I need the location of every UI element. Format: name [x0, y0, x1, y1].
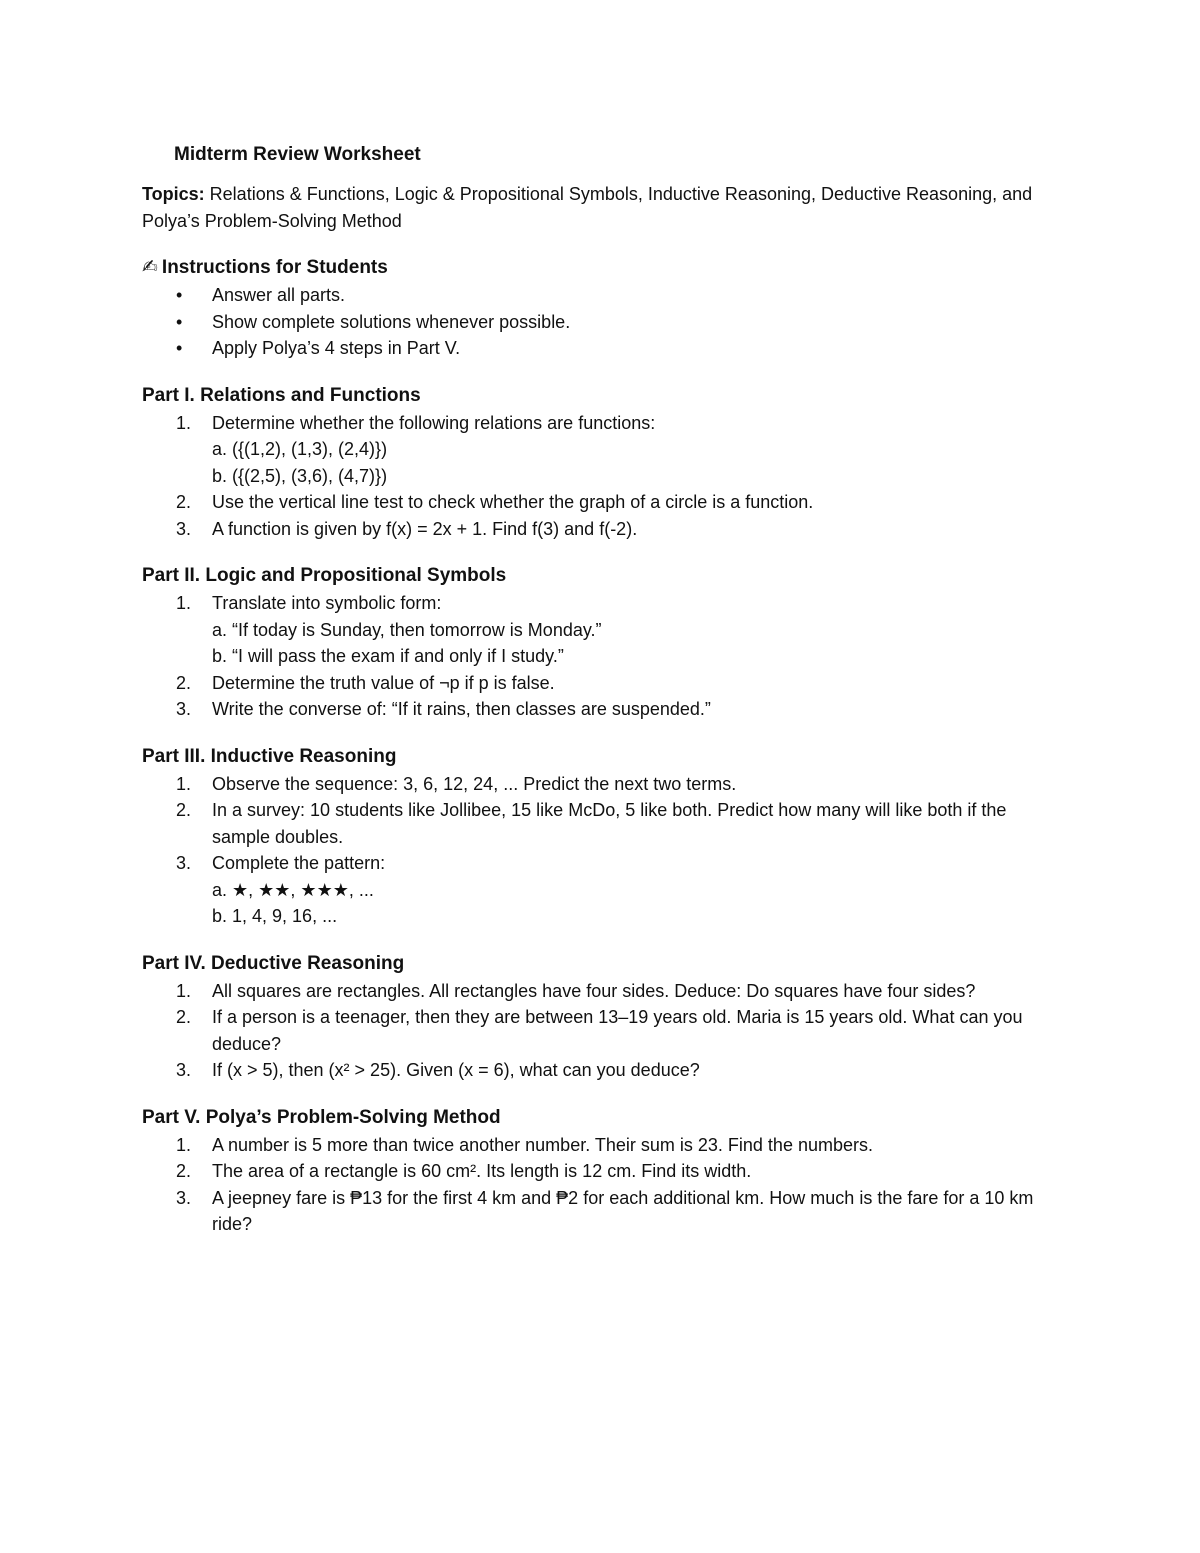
part-3-heading: Part III. Inductive Reasoning: [142, 745, 397, 767]
question-number: 2.: [176, 492, 192, 512]
question-number: 1.: [176, 773, 192, 794]
sub-question: b. “I will pass the exam if and only if I study.”: [212, 646, 564, 666]
question-text: If (x > 5), then (x² > 25). Given (x = 6), what can you deduce?: [212, 1060, 700, 1080]
question-text: A function is given by f(x) = 2x + 1. Find f(3) and f(-2).: [212, 518, 638, 539]
question-item: [142, 1004, 1062, 1057]
question-text: Use the vertical line test to check whether the graph of a circle is a function.: [212, 492, 814, 512]
question-text: In a survey: 10 students like Jollibee, 15 like McDo, 5 like both. Predict how many will like both if the sample doubles.: [212, 800, 1007, 847]
question-text: All squares are rectangles. All rectangles have four sides. Deduce: Do squares have four sides?: [212, 980, 976, 1001]
question-text: If a person is a teenager, then they are between 13–19 years old. Maria is 15 years old. What can you deduce?: [212, 1007, 1023, 1054]
question-item: [142, 489, 1062, 516]
question-item: [142, 797, 1062, 850]
document-body: [142, 141, 1062, 1238]
question-item: [142, 1132, 1062, 1159]
sub-question: a. ({(1,2), (1,3), (2,4)}): [212, 439, 388, 459]
sub-question: b. 1, 4, 9, 16, ...: [212, 906, 338, 926]
part-5-heading: Part V. Polya’s Problem-Solving Method: [142, 1106, 501, 1128]
question-number: 3.: [176, 1187, 192, 1208]
instruction-item: • Answer all parts.: [142, 282, 1062, 309]
instruction-item: • Show complete solutions whenever possible.: [142, 309, 1062, 336]
part-1-heading: Part I. Relations and Functions: [142, 384, 421, 406]
question-number: 2.: [176, 672, 192, 693]
page-title: Midterm Review Worksheet: [174, 144, 421, 165]
question-text: Observe the sequence: 3, 6, 12, 24, ... Predict the next two terms.: [212, 773, 737, 794]
question-item: [142, 1057, 1062, 1084]
question-item: [142, 771, 1062, 798]
question-item: [142, 850, 1062, 930]
writing-hand-icon: ✍: [142, 257, 158, 278]
part-3-list: [142, 771, 1062, 930]
question-item: [142, 1185, 1062, 1238]
question-number: 1.: [176, 1134, 192, 1155]
question-text: Complete the pattern:: [212, 853, 386, 873]
bullet-icon: •: [176, 311, 183, 332]
question-number: 1.: [176, 980, 192, 1001]
sub-question: b. ({(2,5), (3,6), (4,7)}): [212, 465, 388, 486]
question-text: A jeepney fare is ₱13 for the first 4 km and ₱2 for each additional km. How much is the fare for a 10 km ride?: [212, 1187, 1034, 1234]
question-text: Determine whether the following relations are functions:: [212, 412, 656, 433]
sub-question: a. “If today is Sunday, then tomorrow is Monday.”: [212, 619, 602, 640]
question-item: [142, 978, 1062, 1005]
question-number: 2.: [176, 1161, 192, 1181]
question-text: A number is 5 more than twice another number. Their sum is 23. Find the numbers.: [212, 1134, 873, 1155]
instructions-heading: [142, 254, 1062, 282]
question-text: Determine the truth value of ¬p if p is false.: [212, 672, 555, 693]
part-2-list: [142, 590, 1062, 723]
part-5-list: [142, 1132, 1062, 1238]
topics-text: Relations & Functions, Logic & Propositional Symbols, Inductive Reasoning, Deductive Reasoning, and Polya’s Problem-Solving Method: [142, 184, 1033, 231]
bullet-icon: •: [176, 285, 183, 305]
instructions-heading-text: Instructions for Students: [161, 257, 388, 278]
question-item: [142, 670, 1062, 697]
instruction-item: • Apply Polya’s 4 steps in Part V.: [142, 335, 1062, 362]
question-item: [142, 1158, 1062, 1185]
question-item: [142, 410, 1062, 490]
instructions-list: [142, 282, 1062, 362]
topics-label: Topics:: [142, 184, 205, 204]
question-number: 3.: [176, 518, 192, 539]
question-number: 1.: [176, 412, 192, 433]
part-2-heading: Part II. Logic and Propositional Symbols: [142, 565, 507, 586]
part-1-list: [142, 410, 1062, 543]
bullet-icon: •: [176, 338, 183, 358]
part-4-heading: Part IV. Deductive Reasoning: [142, 952, 405, 974]
question-text: Translate into symbolic form:: [212, 593, 442, 613]
part-4-list: [142, 978, 1062, 1084]
question-text: Write the converse of: “If it rains, then classes are suspended.”: [212, 699, 711, 719]
question-number: 2.: [176, 800, 192, 820]
question-number: 2.: [176, 1007, 192, 1027]
question-number: 3.: [176, 1060, 192, 1080]
topics-line: [142, 181, 1062, 234]
sub-question: a. ★, ★★, ★★★, ...: [212, 879, 374, 900]
question-item: [142, 696, 1062, 723]
question-number: 3.: [176, 853, 192, 873]
question-text: The area of a rectangle is 60 cm². Its length is 12 cm. Find its width.: [212, 1161, 752, 1181]
question-number: 3.: [176, 699, 192, 719]
question-number: 1.: [176, 593, 192, 613]
question-item: [142, 590, 1062, 670]
question-item: [142, 516, 1062, 543]
